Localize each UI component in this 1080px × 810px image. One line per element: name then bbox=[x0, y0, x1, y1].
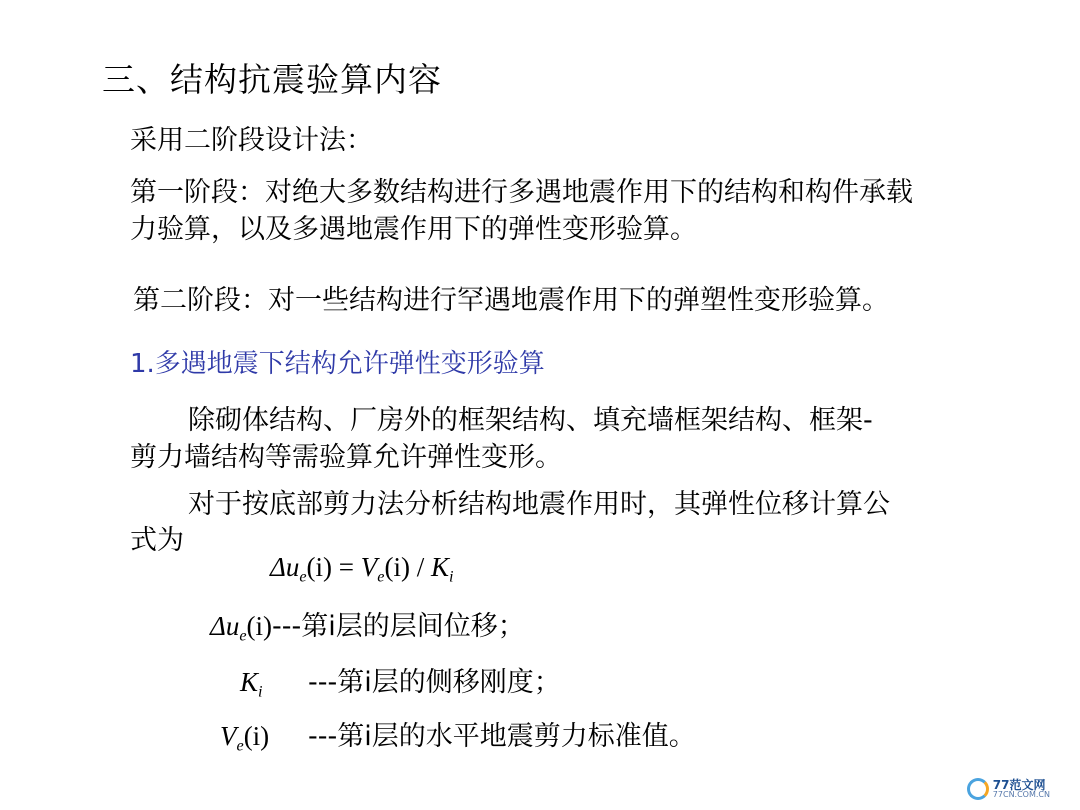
para1-line2: 剪力墙结构等需验算允许弹性变形。 bbox=[130, 442, 562, 473]
stage2-text: 第二阶段：对一些结构进行罕遇地震作用下的弹塑性变形验算。 bbox=[133, 285, 889, 316]
formula-v-arg: (i) bbox=[384, 552, 410, 582]
watermark-main: 77范文网 bbox=[992, 778, 1046, 792]
formula-lhs-sub: e bbox=[299, 567, 307, 586]
formula-lhs-arg: (i) bbox=[306, 552, 333, 582]
formula-v: V bbox=[360, 552, 378, 582]
formula-lhs: Δu bbox=[270, 552, 300, 582]
def-text: ---第i层的侧移刚度； bbox=[308, 667, 561, 698]
formula-k-sub: i bbox=[448, 567, 454, 586]
formula-v-sub: e bbox=[377, 567, 385, 586]
slide-title: 三、结构抗震验算内容 bbox=[102, 60, 442, 99]
intro-text: 采用二阶段设计法： bbox=[130, 125, 373, 156]
stage1-line1: 第一阶段：对绝大多数结构进行多遇地震作用下的结构和构件承载 bbox=[130, 177, 913, 208]
def-text: ---第i层的水平地震剪力标准值。 bbox=[308, 721, 696, 752]
def-text: ---第i层的层间位移； bbox=[272, 611, 525, 642]
formula-div: / bbox=[409, 552, 431, 582]
para2-line1: 对于按底部剪力法分析结构地震作用时，其弹性位移计算公 bbox=[188, 489, 890, 520]
formula-eq: = bbox=[332, 552, 361, 582]
def-symbol: $K_i$ bbox=[240, 667, 263, 701]
watermark-logo-icon bbox=[967, 778, 989, 800]
subheading: 1.多遇地震下结构允许弹性变形验算 bbox=[130, 349, 545, 379]
def-symbol: $V_e(i)$ bbox=[220, 721, 270, 755]
watermark bbox=[967, 778, 1050, 800]
formula-k: K bbox=[430, 552, 449, 582]
definition-row bbox=[240, 660, 561, 702]
watermark-sub: 77CN.COM.CN bbox=[992, 790, 1050, 799]
definition-row bbox=[220, 714, 696, 756]
definition-row bbox=[210, 604, 525, 646]
def-symbol: $\Delta u_e(i)$ bbox=[210, 611, 273, 645]
stage1-line2: 力验算，以及多遇地震作用下的弹性变形验算。 bbox=[130, 214, 697, 245]
displacement-formula bbox=[270, 552, 453, 587]
para1-line1: 除砌体结构、厂房外的框架结构、填充墙框架结构、框架- bbox=[188, 405, 873, 436]
para2-line2: 式为 bbox=[130, 525, 184, 556]
